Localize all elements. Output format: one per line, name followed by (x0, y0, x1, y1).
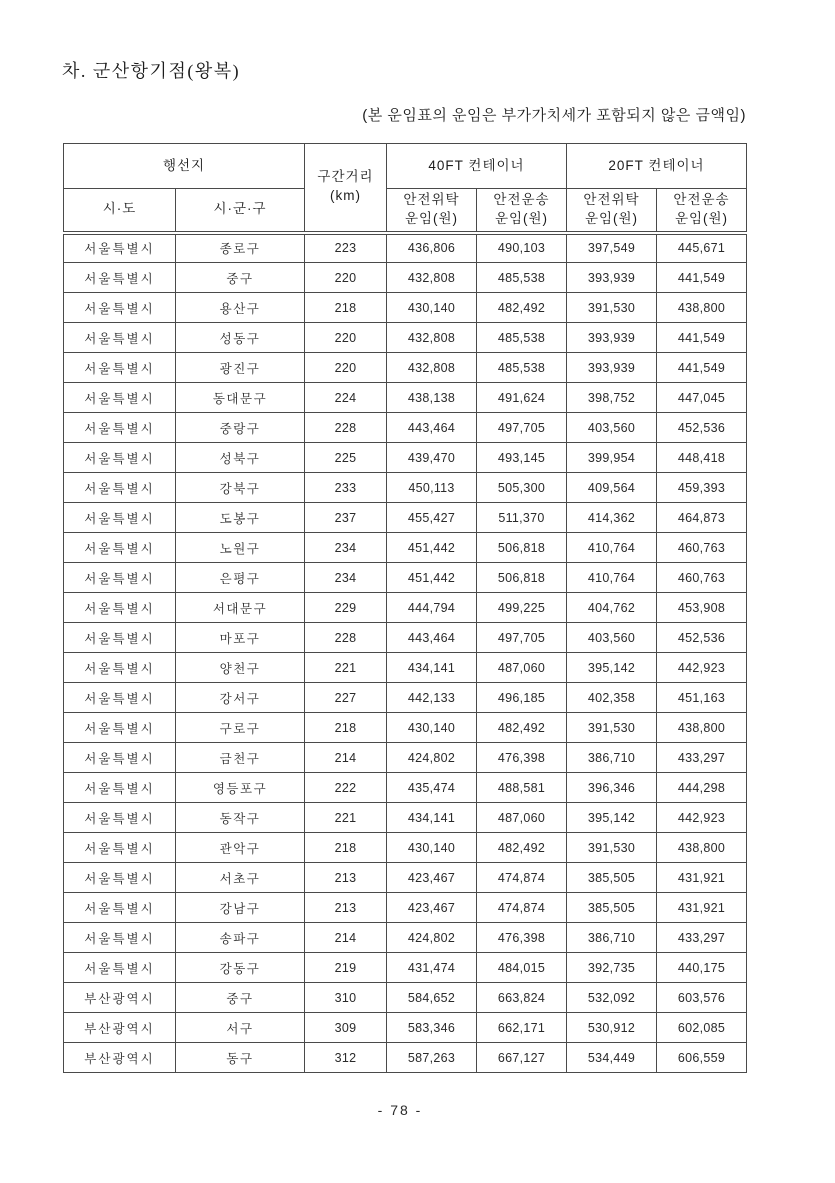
cell-40ft-consignment-fare: 436,806 (387, 233, 477, 263)
table-row (64, 503, 747, 533)
cell-40ft-consignment-fare: 431,474 (387, 953, 477, 983)
table-row (64, 713, 747, 743)
cell-40ft-consignment-fare: 423,467 (387, 863, 477, 893)
cell-40ft-transport-fare: 474,874 (477, 893, 567, 923)
cell-sigungu: 강남구 (176, 893, 305, 923)
cell-sigungu: 영등포구 (176, 773, 305, 803)
header-distance-line2: (km) (330, 188, 361, 204)
cell-distance: 233 (305, 473, 387, 503)
cell-sido: 서울특별시 (64, 803, 176, 833)
table-row (64, 473, 747, 503)
cell-40ft-consignment-fare: 455,427 (387, 503, 477, 533)
cell-20ft-transport-fare: 441,549 (657, 263, 747, 293)
cell-sido: 서울특별시 (64, 233, 176, 263)
cell-20ft-consignment-fare: 530,912 (567, 1013, 657, 1043)
cell-distance: 228 (305, 623, 387, 653)
header-40ft-container: 40FT 컨테이너 (387, 144, 567, 189)
cell-sido: 서울특별시 (64, 683, 176, 713)
cell-distance: 234 (305, 533, 387, 563)
cell-20ft-consignment-fare: 403,560 (567, 623, 657, 653)
cell-sido: 서울특별시 (64, 533, 176, 563)
cell-distance: 214 (305, 923, 387, 953)
cell-40ft-transport-fare: 482,492 (477, 293, 567, 323)
cell-40ft-transport-fare: 485,538 (477, 323, 567, 353)
header-20ft-container: 20FT 컨테이너 (567, 144, 747, 189)
table-row (64, 953, 747, 983)
cell-40ft-transport-fare: 485,538 (477, 353, 567, 383)
cell-distance: 223 (305, 233, 387, 263)
cell-40ft-transport-fare: 662,171 (477, 1013, 567, 1043)
table-row (64, 413, 747, 443)
cell-sido: 서울특별시 (64, 953, 176, 983)
cell-sido: 서울특별시 (64, 353, 176, 383)
cell-40ft-consignment-fare: 432,808 (387, 263, 477, 293)
cell-sigungu: 종로구 (176, 233, 305, 263)
cell-distance: 310 (305, 983, 387, 1013)
cell-distance: 218 (305, 293, 387, 323)
cell-distance: 221 (305, 803, 387, 833)
cell-40ft-transport-fare: 493,145 (477, 443, 567, 473)
vat-note: (본 운임표의 운임은 부가가치세가 포함되지 않은 금액임) (362, 107, 746, 124)
cell-20ft-consignment-fare: 404,762 (567, 593, 657, 623)
cell-sido: 서울특별시 (64, 593, 176, 623)
cell-40ft-consignment-fare: 451,442 (387, 533, 477, 563)
cell-distance: 220 (305, 323, 387, 353)
cell-distance: 228 (305, 413, 387, 443)
cell-distance: 237 (305, 503, 387, 533)
cell-sigungu: 송파구 (176, 923, 305, 953)
cell-20ft-transport-fare: 451,163 (657, 683, 747, 713)
cell-distance: 213 (305, 893, 387, 923)
cell-sigungu: 서대문구 (176, 593, 305, 623)
cell-distance: 234 (305, 563, 387, 593)
cell-sido: 서울특별시 (64, 773, 176, 803)
table-row (64, 233, 747, 263)
cell-40ft-transport-fare: 499,225 (477, 593, 567, 623)
table-row (64, 383, 747, 413)
cell-sido: 서울특별시 (64, 443, 176, 473)
header-20ft-transport-fare (657, 189, 747, 233)
header-40ft-consignment-line2: 운임(원) (404, 210, 459, 226)
cell-sigungu: 동작구 (176, 803, 305, 833)
cell-40ft-transport-fare: 667,127 (477, 1043, 567, 1073)
cell-20ft-transport-fare: 444,298 (657, 773, 747, 803)
table-row (64, 593, 747, 623)
cell-20ft-consignment-fare: 392,735 (567, 953, 657, 983)
cell-sido: 서울특별시 (64, 893, 176, 923)
cell-20ft-consignment-fare: 403,560 (567, 413, 657, 443)
cell-sido: 부산광역시 (64, 983, 176, 1013)
cell-40ft-transport-fare: 482,492 (477, 833, 567, 863)
cell-40ft-transport-fare: 506,818 (477, 563, 567, 593)
cell-sido: 서울특별시 (64, 413, 176, 443)
cell-40ft-consignment-fare: 584,652 (387, 983, 477, 1013)
cell-sido: 서울특별시 (64, 293, 176, 323)
header-20ft-transport-line2: 운임(원) (674, 210, 729, 226)
cell-40ft-transport-fare: 488,581 (477, 773, 567, 803)
cell-40ft-transport-fare: 487,060 (477, 653, 567, 683)
cell-40ft-consignment-fare: 443,464 (387, 413, 477, 443)
cell-distance: 213 (305, 863, 387, 893)
cell-20ft-consignment-fare: 386,710 (567, 743, 657, 773)
table-row (64, 743, 747, 773)
fare-table (63, 143, 747, 1073)
cell-40ft-consignment-fare: 432,808 (387, 353, 477, 383)
table-row (64, 353, 747, 383)
cell-sigungu: 중랑구 (176, 413, 305, 443)
cell-sido: 부산광역시 (64, 1043, 176, 1073)
cell-sido: 서울특별시 (64, 923, 176, 953)
cell-40ft-transport-fare: 485,538 (477, 263, 567, 293)
cell-sigungu: 용산구 (176, 293, 305, 323)
cell-40ft-transport-fare: 476,398 (477, 743, 567, 773)
cell-sigungu: 중구 (176, 263, 305, 293)
table-row (64, 293, 747, 323)
cell-40ft-consignment-fare: 424,802 (387, 923, 477, 953)
cell-sigungu: 광진구 (176, 353, 305, 383)
cell-20ft-transport-fare: 603,576 (657, 983, 747, 1013)
header-row-sub (64, 189, 747, 233)
cell-40ft-transport-fare: 496,185 (477, 683, 567, 713)
header-sigungu: 시·군·구 (176, 189, 305, 233)
cell-40ft-transport-fare: 511,370 (477, 503, 567, 533)
cell-20ft-transport-fare: 460,763 (657, 563, 747, 593)
cell-20ft-consignment-fare: 391,530 (567, 833, 657, 863)
cell-20ft-consignment-fare: 385,505 (567, 893, 657, 923)
cell-sigungu: 도봉구 (176, 503, 305, 533)
cell-40ft-transport-fare: 490,103 (477, 233, 567, 263)
cell-sigungu: 성동구 (176, 323, 305, 353)
cell-40ft-consignment-fare: 430,140 (387, 713, 477, 743)
header-row-top (64, 144, 747, 189)
table-row (64, 263, 747, 293)
table-row (64, 833, 747, 863)
document-title: 차. 군산항기점(왕복) (62, 61, 241, 81)
cell-20ft-consignment-fare: 402,358 (567, 683, 657, 713)
cell-distance: 222 (305, 773, 387, 803)
cell-sido: 부산광역시 (64, 1013, 176, 1043)
table-row (64, 323, 747, 353)
header-40ft-consignment-line1: 안전위탁 (403, 191, 460, 207)
cell-sido: 서울특별시 (64, 473, 176, 503)
cell-distance: 218 (305, 833, 387, 863)
cell-40ft-transport-fare: 491,624 (477, 383, 567, 413)
table-row (64, 923, 747, 953)
cell-20ft-transport-fare: 438,800 (657, 293, 747, 323)
cell-sido: 서울특별시 (64, 503, 176, 533)
cell-20ft-consignment-fare: 414,362 (567, 503, 657, 533)
cell-20ft-consignment-fare: 398,752 (567, 383, 657, 413)
cell-20ft-transport-fare: 452,536 (657, 623, 747, 653)
cell-20ft-transport-fare: 440,175 (657, 953, 747, 983)
cell-40ft-transport-fare: 482,492 (477, 713, 567, 743)
cell-20ft-transport-fare: 442,923 (657, 803, 747, 833)
cell-20ft-transport-fare: 447,045 (657, 383, 747, 413)
cell-20ft-transport-fare: 460,763 (657, 533, 747, 563)
cell-20ft-transport-fare: 438,800 (657, 833, 747, 863)
cell-40ft-transport-fare: 487,060 (477, 803, 567, 833)
cell-40ft-consignment-fare: 438,138 (387, 383, 477, 413)
cell-40ft-transport-fare: 474,874 (477, 863, 567, 893)
cell-20ft-transport-fare: 442,923 (657, 653, 747, 683)
cell-40ft-transport-fare: 476,398 (477, 923, 567, 953)
cell-sido: 서울특별시 (64, 263, 176, 293)
header-distance (305, 144, 387, 233)
cell-sido: 서울특별시 (64, 623, 176, 653)
cell-20ft-transport-fare: 438,800 (657, 713, 747, 743)
cell-40ft-consignment-fare: 430,140 (387, 833, 477, 863)
cell-20ft-consignment-fare: 385,505 (567, 863, 657, 893)
table-row (64, 563, 747, 593)
table-row (64, 1043, 747, 1073)
cell-20ft-transport-fare: 459,393 (657, 473, 747, 503)
header-sido: 시·도 (64, 189, 176, 233)
cell-20ft-consignment-fare: 534,449 (567, 1043, 657, 1073)
table-row (64, 773, 747, 803)
cell-20ft-transport-fare: 452,536 (657, 413, 747, 443)
cell-20ft-consignment-fare: 395,142 (567, 653, 657, 683)
cell-20ft-transport-fare: 453,908 (657, 593, 747, 623)
cell-sido: 서울특별시 (64, 653, 176, 683)
cell-40ft-consignment-fare: 434,141 (387, 803, 477, 833)
table-row (64, 893, 747, 923)
cell-20ft-consignment-fare: 395,142 (567, 803, 657, 833)
cell-sigungu: 성북구 (176, 443, 305, 473)
cell-sido: 서울특별시 (64, 863, 176, 893)
cell-sigungu: 구로구 (176, 713, 305, 743)
cell-40ft-consignment-fare: 424,802 (387, 743, 477, 773)
cell-distance: 225 (305, 443, 387, 473)
cell-20ft-consignment-fare: 409,564 (567, 473, 657, 503)
cell-distance: 312 (305, 1043, 387, 1073)
table-row (64, 443, 747, 473)
cell-20ft-consignment-fare: 410,764 (567, 533, 657, 563)
cell-distance: 224 (305, 383, 387, 413)
cell-40ft-transport-fare: 497,705 (477, 413, 567, 443)
cell-sigungu: 서초구 (176, 863, 305, 893)
cell-sigungu: 양천구 (176, 653, 305, 683)
cell-20ft-consignment-fare: 396,346 (567, 773, 657, 803)
cell-20ft-transport-fare: 441,549 (657, 323, 747, 353)
table-row (64, 533, 747, 563)
table-row (64, 623, 747, 653)
header-40ft-transport-line1: 안전운송 (493, 191, 550, 207)
cell-sido: 서울특별시 (64, 323, 176, 353)
cell-20ft-transport-fare: 433,297 (657, 743, 747, 773)
cell-20ft-transport-fare: 602,085 (657, 1013, 747, 1043)
cell-20ft-transport-fare: 431,921 (657, 863, 747, 893)
cell-20ft-consignment-fare: 393,939 (567, 263, 657, 293)
cell-sigungu: 마포구 (176, 623, 305, 653)
header-distance-line1: 구간거리 (317, 169, 374, 185)
cell-40ft-consignment-fare: 444,794 (387, 593, 477, 623)
cell-40ft-transport-fare: 663,824 (477, 983, 567, 1013)
fare-table-body (64, 233, 747, 1073)
cell-40ft-consignment-fare: 435,474 (387, 773, 477, 803)
cell-distance: 214 (305, 743, 387, 773)
table-row (64, 1013, 747, 1043)
cell-20ft-transport-fare: 431,921 (657, 893, 747, 923)
header-destination: 행선지 (64, 144, 305, 189)
cell-distance: 309 (305, 1013, 387, 1043)
cell-20ft-consignment-fare: 393,939 (567, 353, 657, 383)
cell-40ft-transport-fare: 497,705 (477, 623, 567, 653)
cell-sigungu: 동대문구 (176, 383, 305, 413)
header-20ft-consignment-fare (567, 189, 657, 233)
cell-20ft-consignment-fare: 399,954 (567, 443, 657, 473)
cell-40ft-consignment-fare: 442,133 (387, 683, 477, 713)
cell-sigungu: 금천구 (176, 743, 305, 773)
cell-distance: 221 (305, 653, 387, 683)
table-row (64, 653, 747, 683)
cell-sido: 서울특별시 (64, 833, 176, 863)
header-40ft-transport-line2: 운임(원) (494, 210, 549, 226)
cell-sigungu: 중구 (176, 983, 305, 1013)
cell-distance: 227 (305, 683, 387, 713)
cell-sido: 서울특별시 (64, 743, 176, 773)
cell-sigungu: 서구 (176, 1013, 305, 1043)
cell-20ft-consignment-fare: 410,764 (567, 563, 657, 593)
cell-40ft-consignment-fare: 450,113 (387, 473, 477, 503)
cell-20ft-transport-fare: 433,297 (657, 923, 747, 953)
cell-distance: 229 (305, 593, 387, 623)
cell-40ft-consignment-fare: 451,442 (387, 563, 477, 593)
cell-distance: 220 (305, 353, 387, 383)
cell-sigungu: 강북구 (176, 473, 305, 503)
cell-sigungu: 관악구 (176, 833, 305, 863)
table-row (64, 863, 747, 893)
cell-sido: 서울특별시 (64, 713, 176, 743)
cell-20ft-transport-fare: 448,418 (657, 443, 747, 473)
cell-sigungu: 은평구 (176, 563, 305, 593)
table-row (64, 683, 747, 713)
cell-40ft-consignment-fare: 430,140 (387, 293, 477, 323)
cell-sigungu: 동구 (176, 1043, 305, 1073)
cell-40ft-consignment-fare: 432,808 (387, 323, 477, 353)
fare-table-header (64, 144, 747, 233)
cell-40ft-transport-fare: 484,015 (477, 953, 567, 983)
cell-distance: 220 (305, 263, 387, 293)
header-20ft-transport-line1: 안전운송 (673, 191, 730, 207)
table-row (64, 983, 747, 1013)
cell-20ft-consignment-fare: 393,939 (567, 323, 657, 353)
cell-20ft-consignment-fare: 386,710 (567, 923, 657, 953)
cell-20ft-transport-fare: 445,671 (657, 233, 747, 263)
cell-40ft-consignment-fare: 434,141 (387, 653, 477, 683)
header-40ft-transport-fare (477, 189, 567, 233)
cell-20ft-consignment-fare: 532,092 (567, 983, 657, 1013)
cell-40ft-consignment-fare: 587,263 (387, 1043, 477, 1073)
cell-distance: 219 (305, 953, 387, 983)
cell-20ft-transport-fare: 441,549 (657, 353, 747, 383)
cell-40ft-transport-fare: 506,818 (477, 533, 567, 563)
cell-sigungu: 강서구 (176, 683, 305, 713)
cell-20ft-transport-fare: 606,559 (657, 1043, 747, 1073)
page-number: - 78 - (377, 1102, 423, 1118)
cell-20ft-consignment-fare: 391,530 (567, 293, 657, 323)
cell-sigungu: 강동구 (176, 953, 305, 983)
cell-40ft-consignment-fare: 443,464 (387, 623, 477, 653)
cell-20ft-transport-fare: 464,873 (657, 503, 747, 533)
cell-20ft-consignment-fare: 397,549 (567, 233, 657, 263)
cell-40ft-consignment-fare: 583,346 (387, 1013, 477, 1043)
cell-sido: 서울특별시 (64, 383, 176, 413)
cell-20ft-consignment-fare: 391,530 (567, 713, 657, 743)
cell-sido: 서울특별시 (64, 563, 176, 593)
cell-40ft-consignment-fare: 423,467 (387, 893, 477, 923)
cell-distance: 218 (305, 713, 387, 743)
table-row (64, 803, 747, 833)
header-20ft-consignment-line1: 안전위탁 (583, 191, 640, 207)
header-20ft-consignment-line2: 운임(원) (584, 210, 639, 226)
cell-40ft-consignment-fare: 439,470 (387, 443, 477, 473)
header-40ft-consignment-fare (387, 189, 477, 233)
cell-sigungu: 노원구 (176, 533, 305, 563)
cell-40ft-transport-fare: 505,300 (477, 473, 567, 503)
